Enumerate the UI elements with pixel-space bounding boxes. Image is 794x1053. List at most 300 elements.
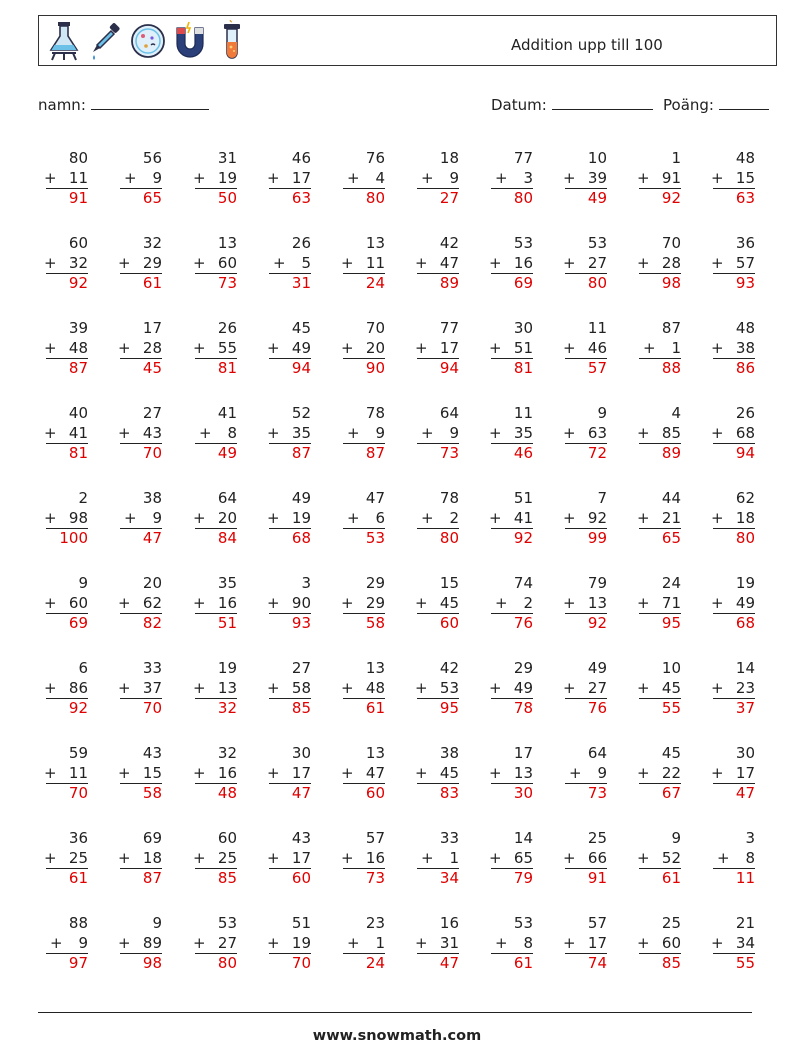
second-addend-row — [118, 169, 162, 189]
problem — [44, 489, 88, 549]
second-addend-row — [489, 934, 533, 954]
first-addend: 25 — [661, 914, 681, 932]
second-addend: 5 — [301, 253, 311, 272]
second-addend-row — [193, 169, 237, 189]
first-addend: 13 — [217, 234, 237, 252]
second-addend: 71 — [661, 593, 681, 612]
first-addend: 44 — [661, 489, 681, 507]
answer: 61 — [639, 868, 681, 889]
first-addend: 20 — [142, 574, 162, 592]
plus-sign: + — [267, 338, 280, 357]
problem — [489, 659, 533, 719]
first-addend: 31 — [217, 149, 237, 167]
second-addend: 91 — [661, 168, 681, 187]
answer: 61 — [46, 868, 88, 889]
first-addend: 43 — [142, 744, 162, 762]
second-addend-row — [341, 849, 385, 869]
answer: 92 — [565, 613, 607, 634]
problem — [267, 829, 311, 889]
second-addend: 66 — [587, 848, 607, 867]
plus-sign: + — [563, 423, 576, 442]
second-addend: 20 — [365, 338, 385, 357]
plus-sign: + — [44, 338, 57, 357]
second-addend-row — [193, 254, 237, 274]
problem — [44, 914, 88, 974]
second-addend-row — [563, 849, 607, 869]
second-addend-row — [267, 424, 311, 444]
second-addend-row — [415, 849, 459, 869]
second-addend: 6 — [375, 508, 385, 527]
problem — [44, 659, 88, 719]
second-addend-row — [341, 509, 385, 529]
first-addend: 26 — [217, 319, 237, 337]
first-addend: 16 — [439, 914, 459, 932]
answer: 51 — [195, 613, 237, 634]
second-addend-row — [489, 339, 533, 359]
second-addend-row — [267, 594, 311, 614]
second-addend-row — [711, 424, 755, 444]
second-addend: 18 — [142, 848, 162, 867]
plus-sign: + — [563, 168, 576, 187]
problem — [637, 489, 681, 549]
second-addend-row — [341, 934, 385, 954]
problem — [118, 659, 162, 719]
answer: 60 — [343, 783, 385, 804]
first-addend: 24 — [661, 574, 681, 592]
second-addend-row — [44, 509, 88, 529]
first-addend: 3 — [745, 829, 755, 847]
second-addend: 29 — [365, 593, 385, 612]
second-addend: 38 — [735, 338, 755, 357]
answer: 61 — [343, 698, 385, 719]
problem — [637, 914, 681, 974]
plus-sign: + — [415, 678, 428, 697]
second-addend: 9 — [152, 168, 162, 187]
plus-sign: + — [637, 508, 650, 527]
problem — [711, 829, 755, 889]
first-addend: 45 — [661, 744, 681, 762]
second-addend-row — [341, 679, 385, 699]
first-addend: 13 — [365, 744, 385, 762]
plus-sign: + — [421, 423, 434, 442]
plus-sign: + — [495, 933, 508, 952]
name-line[interactable] — [91, 94, 209, 110]
first-addend: 9 — [597, 404, 607, 422]
plus-sign: + — [637, 763, 650, 782]
plus-sign: + — [273, 253, 286, 272]
second-addend-row — [711, 254, 755, 274]
plus-sign: + — [415, 593, 428, 612]
problem — [193, 914, 237, 974]
problem — [489, 914, 533, 974]
second-addend-row — [415, 934, 459, 954]
first-addend: 80 — [68, 149, 88, 167]
second-addend: 35 — [513, 423, 533, 442]
plus-sign: + — [267, 168, 280, 187]
answer: 84 — [195, 528, 237, 549]
second-addend-row — [711, 594, 755, 614]
second-addend-row — [267, 509, 311, 529]
first-addend: 18 — [439, 149, 459, 167]
problem — [415, 404, 459, 464]
second-addend-row — [118, 424, 162, 444]
first-addend: 57 — [587, 914, 607, 932]
first-addend: 48 — [735, 319, 755, 337]
first-addend: 64 — [217, 489, 237, 507]
second-addend-row — [44, 764, 88, 784]
second-addend: 68 — [735, 423, 755, 442]
answer: 99 — [565, 528, 607, 549]
magnet-icon — [172, 20, 208, 62]
second-addend: 48 — [68, 338, 88, 357]
second-addend-row — [267, 339, 311, 359]
plus-sign: + — [341, 678, 354, 697]
problem — [489, 744, 533, 804]
answer: 81 — [195, 358, 237, 379]
second-addend-row — [637, 679, 681, 699]
problem — [489, 574, 533, 634]
worksheet-title: Addition upp till 100 — [511, 36, 663, 54]
second-addend-row — [193, 339, 237, 359]
first-addend: 64 — [439, 404, 459, 422]
plus-sign: + — [637, 423, 650, 442]
second-addend-row — [637, 424, 681, 444]
answer: 72 — [565, 443, 607, 464]
first-addend: 2 — [78, 489, 88, 507]
problem — [415, 489, 459, 549]
problem — [489, 319, 533, 379]
second-addend-row — [637, 594, 681, 614]
plus-sign: + — [637, 848, 650, 867]
answer: 88 — [639, 358, 681, 379]
second-addend: 86 — [68, 678, 88, 697]
header-box — [38, 15, 777, 66]
problem — [267, 234, 311, 294]
plus-sign: + — [415, 933, 428, 952]
problem — [415, 149, 459, 209]
second-addend-row — [118, 849, 162, 869]
second-addend: 58 — [291, 678, 311, 697]
problem — [637, 234, 681, 294]
answer: 91 — [565, 868, 607, 889]
petri-dish-icon — [130, 20, 166, 62]
second-addend: 32 — [68, 253, 88, 272]
answer: 73 — [195, 273, 237, 294]
problem — [341, 659, 385, 719]
second-addend: 8 — [745, 848, 755, 867]
date-line[interactable] — [552, 94, 653, 110]
first-addend: 69 — [142, 829, 162, 847]
plus-sign: + — [415, 338, 428, 357]
problem — [711, 149, 755, 209]
answer: 89 — [417, 273, 459, 294]
second-addend: 15 — [735, 168, 755, 187]
plus-sign: + — [717, 848, 730, 867]
plus-sign: + — [711, 423, 724, 442]
plus-sign: + — [124, 168, 137, 187]
answer: 69 — [46, 613, 88, 634]
second-addend: 60 — [68, 593, 88, 612]
first-addend: 41 — [217, 404, 237, 422]
answer: 85 — [269, 698, 311, 719]
first-addend: 29 — [365, 574, 385, 592]
plus-sign: + — [44, 423, 57, 442]
problem — [489, 489, 533, 549]
plus-sign: + — [711, 168, 724, 187]
second-addend-row — [415, 679, 459, 699]
flask-icon — [46, 20, 82, 62]
second-addend: 16 — [217, 763, 237, 782]
first-addend: 19 — [217, 659, 237, 677]
second-addend-row — [193, 849, 237, 869]
answer: 68 — [713, 613, 755, 634]
second-addend-row — [44, 254, 88, 274]
answer: 78 — [491, 698, 533, 719]
plus-sign: + — [193, 253, 206, 272]
first-addend: 26 — [735, 404, 755, 422]
problem — [489, 404, 533, 464]
plus-sign: + — [44, 508, 57, 527]
second-addend: 9 — [78, 933, 88, 952]
problem — [711, 659, 755, 719]
plus-sign: + — [643, 338, 656, 357]
second-addend: 41 — [68, 423, 88, 442]
first-addend: 27 — [291, 659, 311, 677]
second-addend: 11 — [68, 763, 88, 782]
first-addend: 78 — [365, 404, 385, 422]
first-addend: 32 — [142, 234, 162, 252]
second-addend: 2 — [449, 508, 459, 527]
second-addend: 47 — [439, 253, 459, 272]
answer: 24 — [343, 953, 385, 974]
answer: 49 — [195, 443, 237, 464]
plus-sign: + — [711, 678, 724, 697]
answer: 92 — [46, 698, 88, 719]
plus-sign: + — [267, 423, 280, 442]
second-addend: 46 — [587, 338, 607, 357]
answer: 94 — [713, 443, 755, 464]
second-addend: 8 — [523, 933, 533, 952]
first-addend: 46 — [291, 149, 311, 167]
answer: 63 — [269, 188, 311, 209]
plus-sign: + — [193, 168, 206, 187]
first-addend: 23 — [365, 914, 385, 932]
plus-sign: + — [489, 423, 502, 442]
plus-sign: + — [637, 933, 650, 952]
problem — [267, 744, 311, 804]
first-addend: 59 — [68, 744, 88, 762]
answer: 27 — [417, 188, 459, 209]
plus-sign: + — [50, 933, 63, 952]
answer: 92 — [491, 528, 533, 549]
first-addend: 27 — [142, 404, 162, 422]
second-addend-row — [415, 594, 459, 614]
second-addend: 49 — [513, 678, 533, 697]
first-addend: 51 — [513, 489, 533, 507]
plus-sign: + — [193, 678, 206, 697]
second-addend: 35 — [291, 423, 311, 442]
answer: 37 — [713, 698, 755, 719]
second-addend-row — [193, 934, 237, 954]
problem — [563, 659, 607, 719]
second-addend: 60 — [661, 933, 681, 952]
second-addend-row — [489, 424, 533, 444]
answer: 45 — [120, 358, 162, 379]
problem — [267, 319, 311, 379]
plus-sign: + — [637, 678, 650, 697]
second-addend: 13 — [513, 763, 533, 782]
answer: 48 — [195, 783, 237, 804]
plus-sign: + — [563, 253, 576, 272]
problem — [563, 404, 607, 464]
second-addend-row — [489, 254, 533, 274]
second-addend: 17 — [291, 848, 311, 867]
problem — [341, 914, 385, 974]
first-addend: 53 — [513, 234, 533, 252]
second-addend: 53 — [439, 678, 459, 697]
first-addend: 62 — [735, 489, 755, 507]
second-addend: 62 — [142, 593, 162, 612]
second-addend: 3 — [523, 168, 533, 187]
problem — [415, 574, 459, 634]
problem — [193, 489, 237, 549]
score-line[interactable] — [719, 94, 769, 110]
second-addend: 39 — [587, 168, 607, 187]
problem — [415, 659, 459, 719]
second-addend: 27 — [587, 253, 607, 272]
plus-sign: + — [711, 593, 724, 612]
problem — [563, 829, 607, 889]
plus-sign: + — [711, 763, 724, 782]
second-addend: 28 — [142, 338, 162, 357]
answer: 85 — [639, 953, 681, 974]
second-addend: 48 — [365, 678, 385, 697]
first-addend: 53 — [587, 234, 607, 252]
plus-sign: + — [637, 168, 650, 187]
first-addend: 14 — [735, 659, 755, 677]
second-addend-row — [118, 254, 162, 274]
plus-sign: + — [193, 338, 206, 357]
problem — [44, 574, 88, 634]
problem — [563, 319, 607, 379]
first-addend: 42 — [439, 659, 459, 677]
plus-sign: + — [341, 848, 354, 867]
second-addend-row — [341, 339, 385, 359]
second-addend-row — [563, 169, 607, 189]
second-addend-row — [415, 509, 459, 529]
second-addend-row — [44, 339, 88, 359]
second-addend: 89 — [142, 933, 162, 952]
first-addend: 10 — [587, 149, 607, 167]
first-addend: 4 — [671, 404, 681, 422]
second-addend: 34 — [735, 933, 755, 952]
plus-sign: + — [44, 678, 57, 697]
second-addend-row — [563, 424, 607, 444]
plus-sign: + — [347, 933, 360, 952]
problem — [267, 659, 311, 719]
plus-sign: + — [118, 848, 131, 867]
problem — [341, 404, 385, 464]
second-addend-row — [118, 594, 162, 614]
second-addend: 1 — [671, 338, 681, 357]
second-addend-row — [637, 849, 681, 869]
second-addend-row — [637, 764, 681, 784]
first-addend: 13 — [365, 234, 385, 252]
plus-sign: + — [415, 763, 428, 782]
answer: 57 — [565, 358, 607, 379]
second-addend: 27 — [587, 678, 607, 697]
plus-sign: + — [193, 848, 206, 867]
first-addend: 36 — [68, 829, 88, 847]
answer: 87 — [46, 358, 88, 379]
second-addend: 37 — [142, 678, 162, 697]
plus-sign: + — [193, 933, 206, 952]
date-label: Datum: — [491, 96, 547, 114]
plus-sign: + — [415, 253, 428, 272]
problem — [489, 234, 533, 294]
problem — [711, 574, 755, 634]
second-addend: 25 — [68, 848, 88, 867]
first-addend: 42 — [439, 234, 459, 252]
problem — [415, 829, 459, 889]
problem — [193, 659, 237, 719]
second-addend-row — [415, 169, 459, 189]
answer: 58 — [120, 783, 162, 804]
first-addend: 6 — [78, 659, 88, 677]
first-addend: 64 — [587, 744, 607, 762]
second-addend-row — [563, 679, 607, 699]
second-addend: 1 — [375, 933, 385, 952]
first-addend: 1 — [671, 149, 681, 167]
answer: 11 — [713, 868, 755, 889]
second-addend: 41 — [513, 508, 533, 527]
problem — [341, 829, 385, 889]
problem — [563, 744, 607, 804]
first-addend: 19 — [735, 574, 755, 592]
first-addend: 49 — [291, 489, 311, 507]
second-addend: 11 — [68, 168, 88, 187]
second-addend-row — [637, 339, 681, 359]
problem — [193, 744, 237, 804]
plus-sign: + — [118, 593, 131, 612]
second-addend: 18 — [735, 508, 755, 527]
answer: 76 — [491, 613, 533, 634]
second-addend-row — [44, 849, 88, 869]
plus-sign: + — [711, 338, 724, 357]
first-addend: 33 — [439, 829, 459, 847]
problem — [563, 574, 607, 634]
second-addend: 9 — [375, 423, 385, 442]
problem — [341, 574, 385, 634]
second-addend: 45 — [439, 763, 459, 782]
problem — [711, 319, 755, 379]
problem — [563, 489, 607, 549]
plus-sign: + — [124, 508, 137, 527]
plus-sign: + — [489, 338, 502, 357]
first-addend: 53 — [217, 914, 237, 932]
answer: 69 — [491, 273, 533, 294]
problem — [118, 149, 162, 209]
second-addend: 92 — [587, 508, 607, 527]
second-addend-row — [489, 509, 533, 529]
answer: 73 — [343, 868, 385, 889]
problem — [415, 914, 459, 974]
second-addend-row — [563, 509, 607, 529]
second-addend: 65 — [513, 848, 533, 867]
answer: 61 — [120, 273, 162, 294]
answer: 50 — [195, 188, 237, 209]
plus-sign: + — [347, 508, 360, 527]
